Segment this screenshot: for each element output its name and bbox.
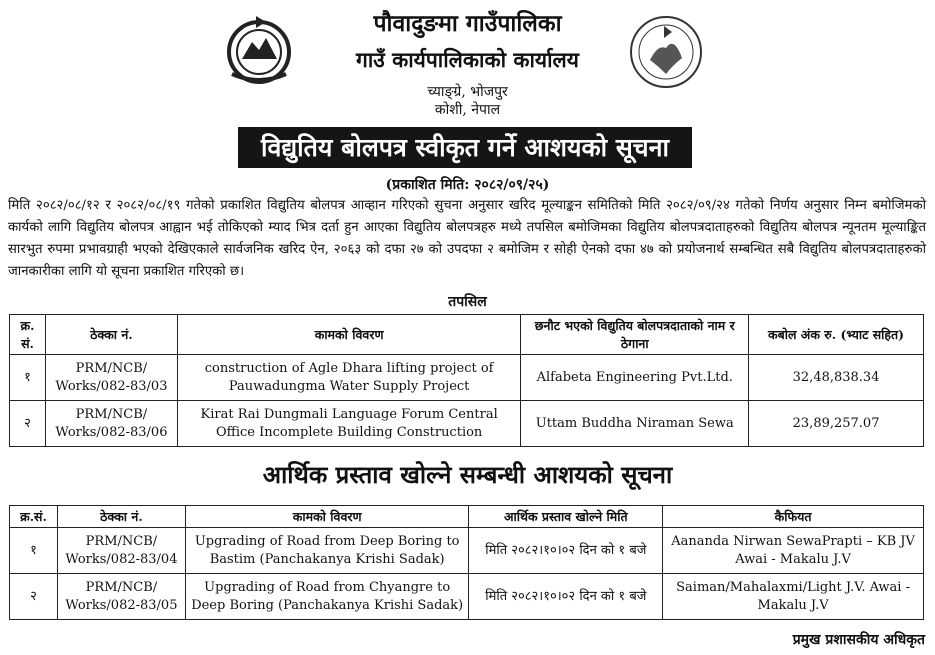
cell-contract: PRM/NCB/ Works/082-83/03 <box>45 355 177 401</box>
published-date: (प्रकाशित मिति: २०८२/०९/२५) <box>385 177 550 193</box>
letterhead <box>0 0 935 125</box>
header-sn: क्र. सं. <box>10 315 46 355</box>
financial-opening-table <box>9 505 924 620</box>
cell-amount: 32,48,838.34 <box>749 355 924 401</box>
table-header-row <box>10 315 924 355</box>
cell-bidder: Alfabeta Engineering Pvt.Ltd. <box>521 355 749 401</box>
cell-sn: १ <box>10 355 46 401</box>
cell-remarks: Aananda Nirwan SewaPrapti – KB JV Awai - Makalu J.V <box>663 528 924 574</box>
header-remarks: कैफियत <box>663 506 924 528</box>
header-contract: ठेक्का नं. <box>57 506 185 528</box>
details-label: तपसिल <box>448 294 487 310</box>
cell-opening-date: मिति २०८२।१०।०२ दिन को १ बजे <box>469 528 663 574</box>
header-amount: कबोल अंक रु. (भ्याट सहित) <box>749 315 924 355</box>
notice-body: मिति २०८२/०८/१२ र २०८२/०८/१९ गतेको प्रकाशित विद्युतिय बोलपत्र आव्हान गरिएको सुचना अनुसार खरिद मूल्याङ्कन समितिको मिति २०८२/०९/२४ गतेको निर्णय अनुसार निम्न बमोजिमको कार्यको लागि विद्युतिय बोलपत्र आह्वान भई तोकिएको म्याद भित्र दर्ता हुन आएका विद्युतिय बोलपत्रहरु मध्ये तपसिल बमोजिमका विद्युतिय बोलपत्रदाताहरुको विद्युतिय बोलपत्र न्यूनतम मूल्याङ्कित सारभुत रुपमा प्रभावग्राही भएको देखिएकाले सार्वजनिक खरिद ऐन, २०६३ को दफा २७ को उपदफा २ बमोजिम र सोही ऐनको दफा ४७ को प्रयोजनार्थ सम्बन्धित सबै विद्युतिय बोलपत्रदाताहरुको जानकारीका लागि यो सूचना प्रकाशित गरिएको छ। <box>8 198 926 279</box>
cell-remarks: Saiman/Mahalaxmi/Light J.V. Awai - Makalu J.V <box>663 574 924 620</box>
table-row <box>10 528 924 574</box>
table-row <box>10 574 924 620</box>
header-sn: क्र.सं. <box>10 506 58 528</box>
cell-contract: PRM/NCB/ Works/082-83/05 <box>57 574 185 620</box>
address-line: च्याङ्ग्रे, भोजपुर <box>427 84 508 100</box>
cell-contract: PRM/NCB/ Works/082-83/04 <box>57 528 185 574</box>
header-opening-date: आर्थिक प्रस्ताव खोल्ने मिति <box>469 506 663 528</box>
header-bidder: छनौट भएको विद्युतिय बोलपत्रदाताको नाम र ठेगाना <box>521 315 749 355</box>
table-header-row <box>10 506 924 528</box>
table-row <box>10 355 924 401</box>
notice-title-banner: विद्युतिय बोलपत्र स्वीकृत गर्ने आशयको सूचना <box>238 127 692 168</box>
cell-sn: २ <box>10 574 58 620</box>
office-name: गाउँ कार्यपालिकाको कार्यालय <box>356 47 579 72</box>
cell-sn: १ <box>10 528 58 574</box>
municipality-name: पौवादुङमा गाउँपालिका <box>373 10 562 37</box>
cell-work: Upgrading of Road from Chyangre to Deep Boring (Panchakanya Krishi Sadak) <box>185 574 469 620</box>
financial-proposal-title: आर्थिक प्रस्ताव खोल्ने सम्बन्धी आशयको सूचना <box>262 460 673 489</box>
accepted-bids-table <box>9 314 924 447</box>
header-work: कामको विवरण <box>177 315 521 355</box>
cell-bidder: Uttam Buddha Niraman Sewa <box>521 401 749 447</box>
province-line: कोशी, नेपाल <box>434 102 501 118</box>
header-contract: ठेक्का नं. <box>45 315 177 355</box>
cell-amount: 23,89,257.07 <box>749 401 924 447</box>
cell-work: Upgrading of Road from Deep Boring to Bastim (Panchakanya Krishi Sadak) <box>185 528 469 574</box>
cell-work: construction of Agle Dhara lifting project of Pauwadungma Water Supply Project <box>177 355 521 401</box>
header-work: कामको विवरण <box>185 506 469 528</box>
municipality-seal-icon <box>628 14 704 90</box>
table-row <box>10 401 924 447</box>
cell-sn: २ <box>10 401 46 447</box>
cell-opening-date: मिति २०८२।१०।०२ दिन को १ बजे <box>469 574 663 620</box>
signatory-title: प्रमुख प्रशासकीय अधिकृत <box>792 632 925 648</box>
cell-work: Kirat Rai Dungmali Language Forum Central Office Incomplete Building Construction <box>177 401 521 447</box>
cell-contract: PRM/NCB/ Works/082-83/06 <box>45 401 177 447</box>
